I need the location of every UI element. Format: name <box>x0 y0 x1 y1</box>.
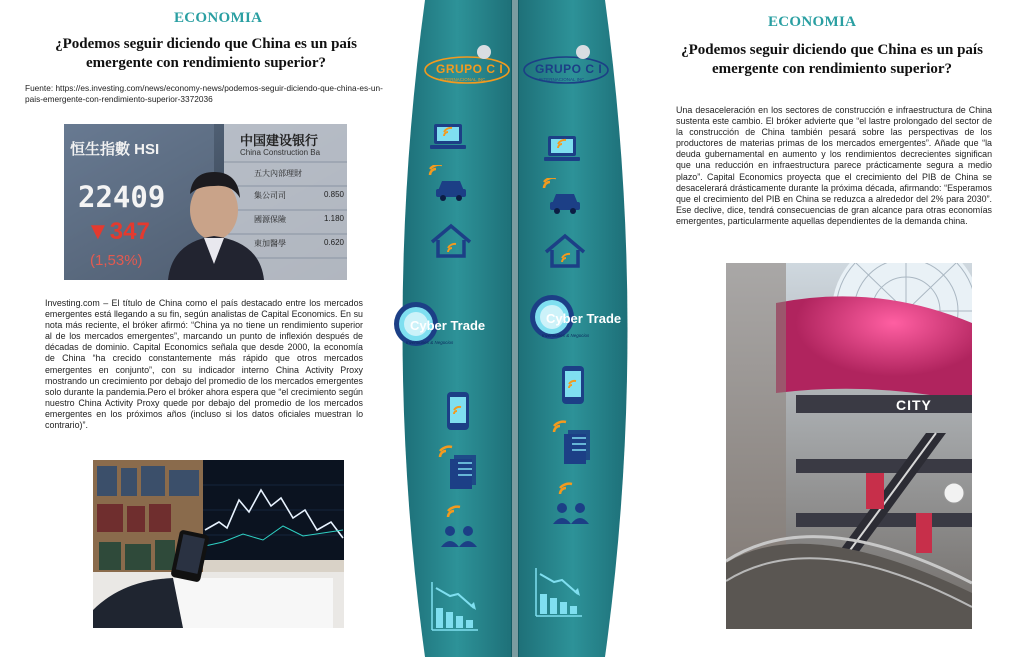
cyber-name: Cyber Trade <box>410 318 486 333</box>
index-change: ▼347 <box>86 218 150 245</box>
mall-sign: CITY <box>896 397 932 413</box>
house-wifi-icon <box>428 222 474 262</box>
cyber-tagline: Inversiones & Negocios <box>542 333 590 338</box>
trading-desk-photo <box>93 460 344 628</box>
cyber-trade-logo-left <box>392 300 512 350</box>
chart-down-icon <box>534 566 584 618</box>
bank-subtitle: China Construction Ba <box>240 148 321 157</box>
board-row <box>254 190 344 214</box>
cyber-trade-logo-right <box>528 293 656 343</box>
board-row <box>254 238 344 262</box>
brand-logo-left <box>422 44 512 94</box>
laptop-wifi-icon <box>428 120 468 156</box>
board-row <box>254 168 344 190</box>
board-row-value: 1.180 <box>323 214 344 223</box>
board-row <box>254 214 344 238</box>
article-headline: ¿Podemos seguir diciendo que China es un país emergente con rendimiento superior? <box>55 36 357 71</box>
right-page <box>640 0 1024 657</box>
left-page <box>0 0 395 657</box>
cyber-name: Cyber Trade <box>546 311 622 326</box>
board-row-value: 0.850 <box>323 190 344 199</box>
shopping-mall-photo <box>726 263 972 629</box>
brand-subtitle: INTERNACIONAL INC. <box>539 77 586 82</box>
article-headline: ¿Podemos seguir diciendo que China es un país emergente con rendimiento superior? <box>681 42 983 77</box>
source-link[interactable]: Fuente: https://es.investing.com/news/economy-news/podemos-seguir-diciendo-que-china-es-un-pais-emergente-con-rendimiento-superior-3372036 <box>25 83 383 104</box>
index-value: 22409 <box>78 180 166 214</box>
cyber-tagline: Inversiones & Negocios <box>406 340 454 345</box>
brand-name: GRUPO C I <box>436 62 504 76</box>
phone-wifi-icon <box>560 364 586 406</box>
brand-subtitle: INTERNACIONAL INC. <box>440 77 487 82</box>
magazine-spine <box>370 0 660 657</box>
phone-wifi-icon <box>445 390 471 432</box>
laptop-wifi-icon <box>542 132 582 168</box>
brand-logo-right <box>521 44 611 94</box>
car-wifi-icon <box>428 165 472 205</box>
documents-wifi-icon <box>550 420 594 470</box>
article-body-right: Una desaceleración en los sectores de construcción e infraestructura de China sustenta este cambio. El bróker advierte que “el lastre prolongado del sector de la construcción de China también pesará sobre las perspectivas de los productores de materias primas de los mercados emergentes”. Añade que “la deuda gubernamental en aumento y los rendimientos decrecientes significan que una reducción en infraestructura parece prácticamente segura a medio plazo”. Capital Economics proyecta que el crecimiento del PIB de China se desacelerará drásticamente durante la próxima década, afirmando: “Esperamos que el crecimiento del PIB en China se reduzca a alrededor del 2% para 2030”. Ese declive, dice, tendrá consecuencias de gran alcance para otras economías emergentes, particularmente aquellas dependientes de la demanda china. <box>676 105 992 226</box>
board-row-name: 國源保險 <box>254 215 286 224</box>
bank-name: 中国建设银行 <box>240 133 319 148</box>
people-wifi-icon <box>436 505 482 551</box>
board-row-name: 五大內部理財 <box>254 169 302 178</box>
car-wifi-icon <box>542 178 586 218</box>
index-percent: (1,53%) <box>90 252 143 269</box>
mall-interior-illustration <box>726 263 972 629</box>
article-body-left: Investing.com – El título de China como el país destacado entre los mercados emergentes está llegando a su fin, según analistas de Capital Economics. En su nota más reciente, el bróker afirmó: “China ya no tiene un rendimiento superior al de los mercados emergentes”, marcando un punto de inflexión después de décadas de dominio. Capital Economics señala que desde 2000, la economía de China “ha crecido constantemente más rápido que otros mercados emergentes en conjunto”, con su indicador interno China Activity Proxy mostrando un crecimiento por debajo del promedio de los mercados emergentes solo durante la pandemia.Pero el bróker ahora espera que “el crecimiento según nuestro China Activity Proxy quede por debajo del promedio de los mercados emergentes en los próximos años (incluso si los datos oficiales muestran lo contrario)”. <box>45 298 363 431</box>
board-title: 恒生指數 HSI <box>70 141 160 158</box>
documents-wifi-icon <box>436 445 480 495</box>
board-row-name: 東加醫學 <box>254 239 286 248</box>
board-rows <box>254 168 344 262</box>
brand-name: GRUPO C I <box>535 62 603 76</box>
section-title: ECONOMIA <box>174 10 263 26</box>
trading-desk-illustration <box>93 460 344 628</box>
chart-down-icon <box>430 580 480 632</box>
board-row-name: 集公司司 <box>254 191 286 200</box>
board-row-value: 0.620 <box>323 238 344 247</box>
house-wifi-icon <box>542 232 588 272</box>
people-wifi-icon <box>548 482 594 528</box>
section-title: ECONOMIA <box>768 14 857 30</box>
stock-board-photo <box>64 124 347 280</box>
